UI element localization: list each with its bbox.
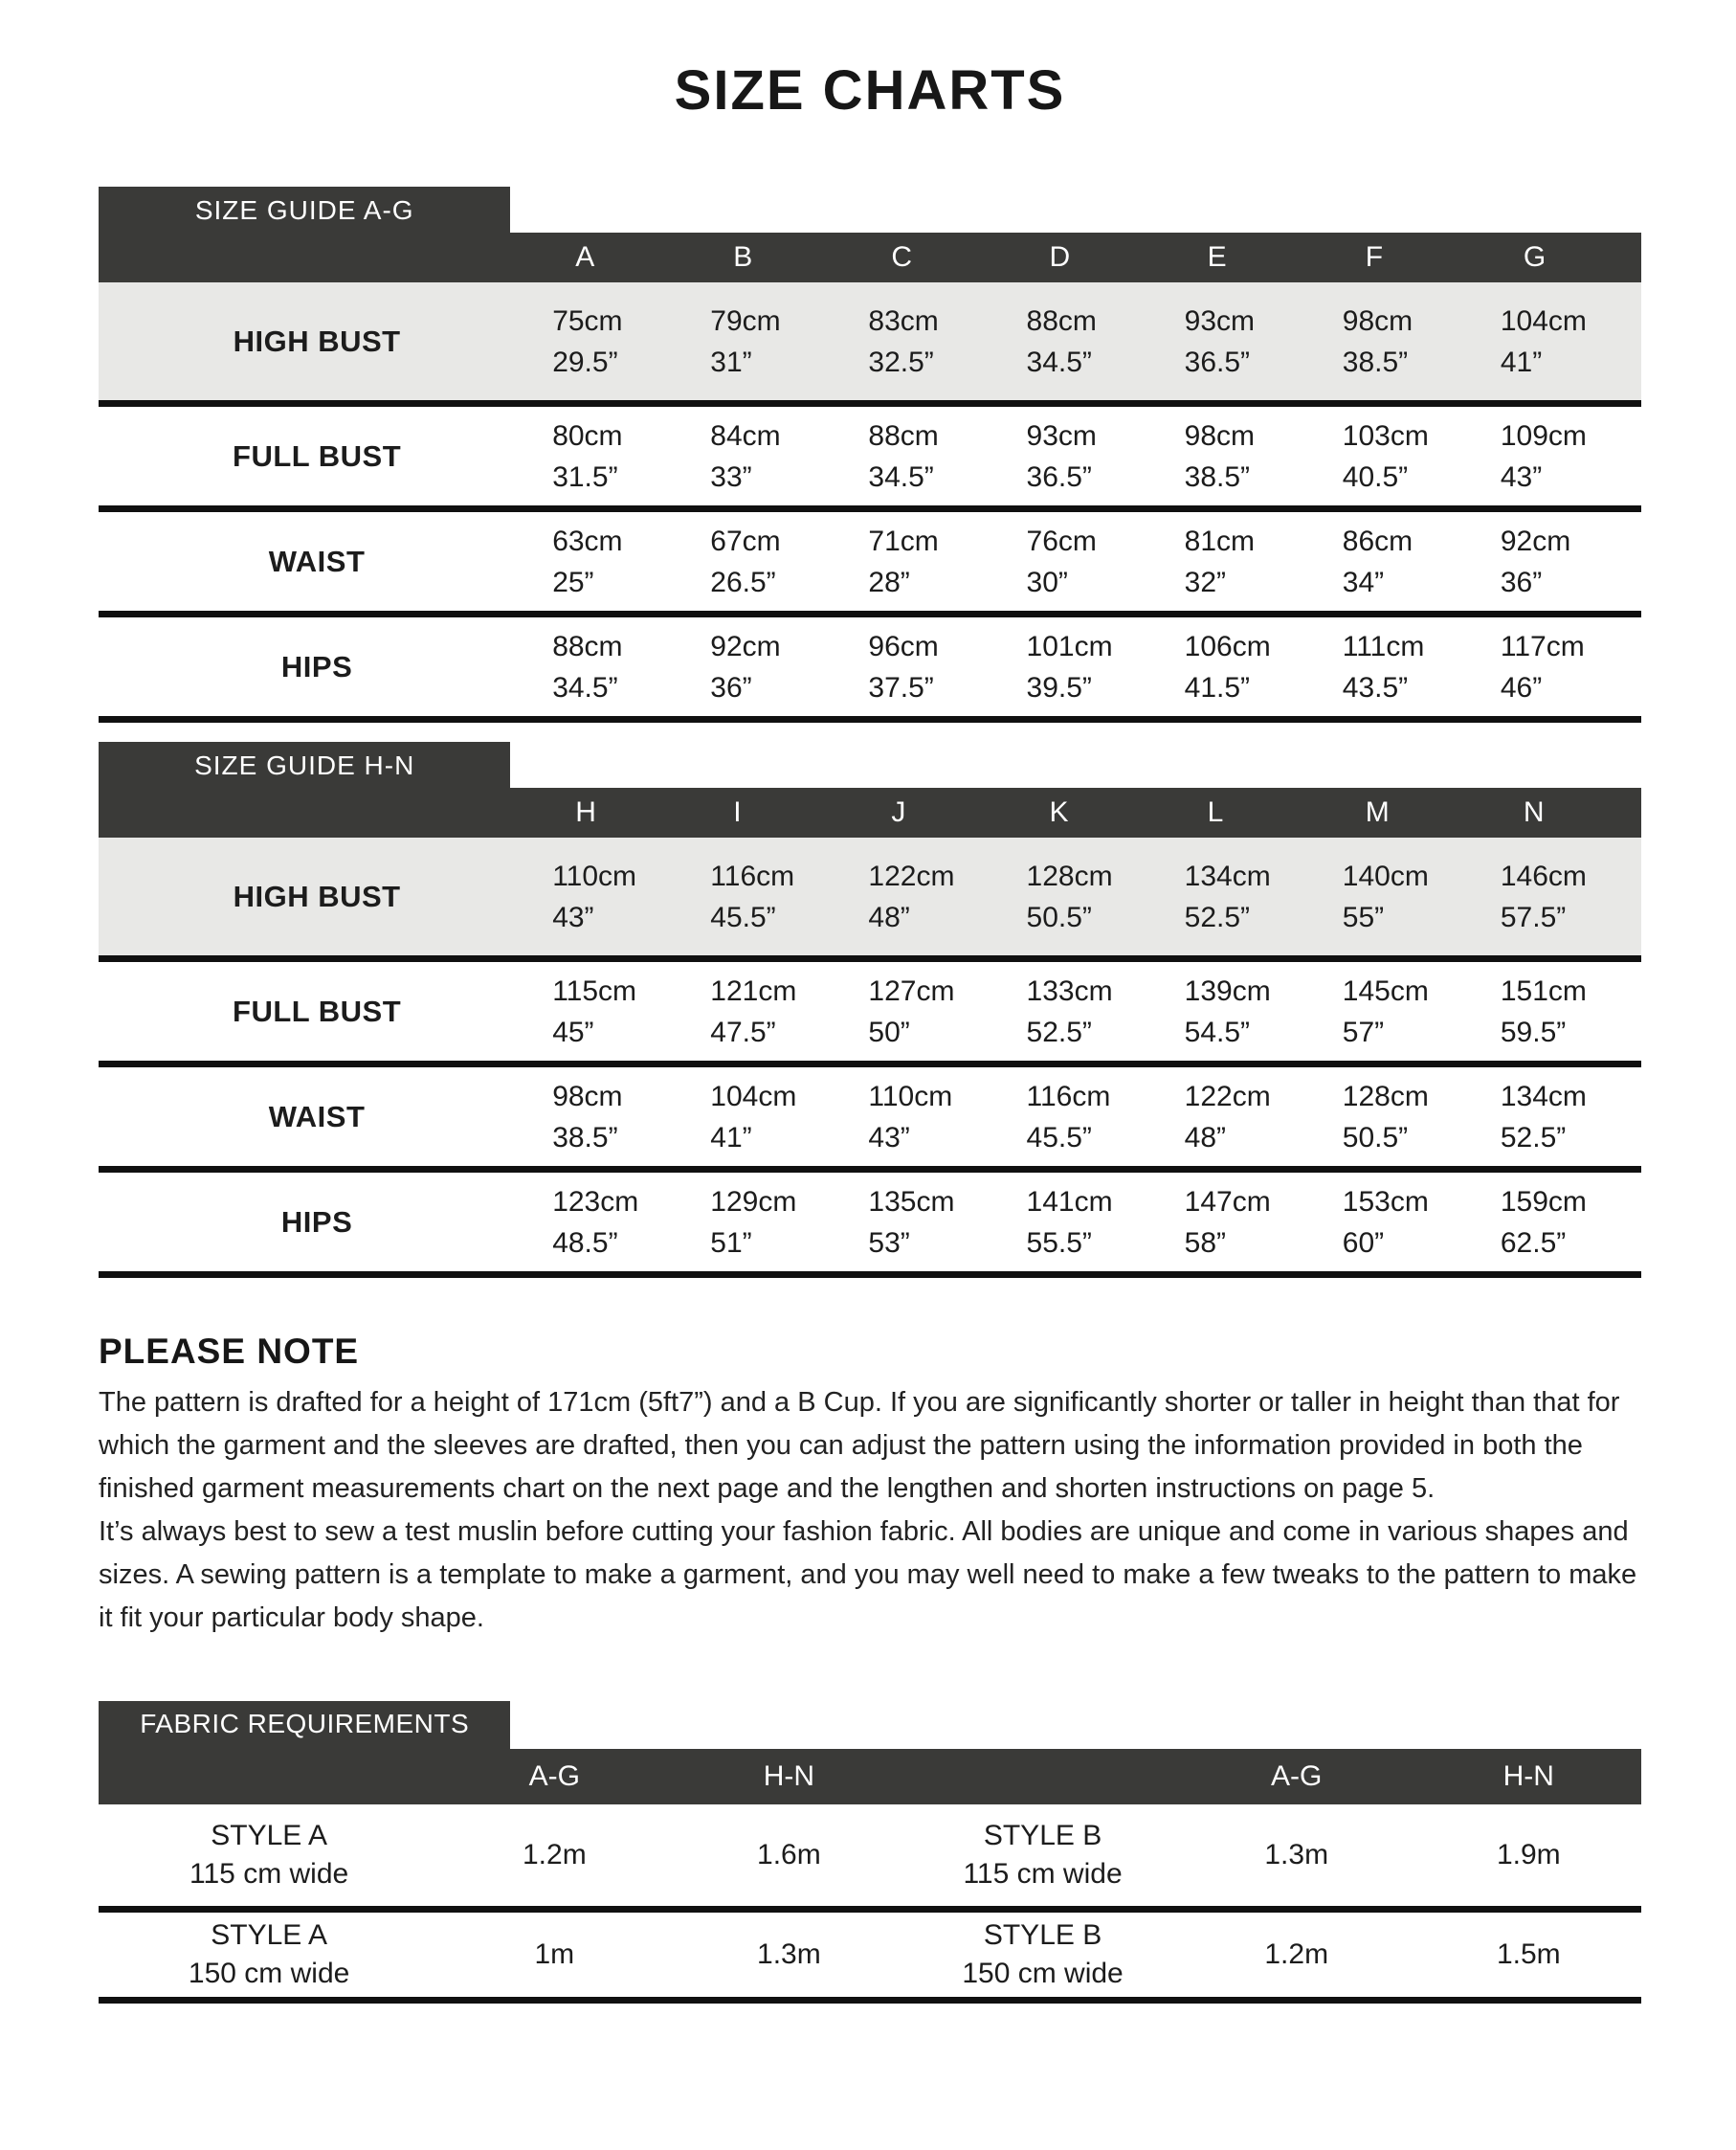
measurement-cell [851, 415, 1009, 498]
measurement-cm: 139cm [1184, 974, 1271, 1007]
measurement-cell [1325, 626, 1483, 708]
measurement-in: 28” [868, 566, 910, 598]
row-label: HIPS [280, 649, 353, 683]
measurement-cm: 134cm [1500, 1080, 1587, 1112]
measurement-cm: 127cm [868, 974, 955, 1007]
measurement-cell [1325, 521, 1483, 603]
measurement-cm: 98cm [1342, 304, 1413, 337]
column-header-k: K [1049, 796, 1069, 828]
size-guide-h-n-tab-label: SIZE GUIDE H-N [194, 750, 415, 780]
measurement-cm: 93cm [1184, 304, 1255, 337]
measurement-cell [1010, 1076, 1168, 1158]
measurement-in: 52.5” [1500, 1121, 1567, 1153]
fabric-value: 1.3m [1264, 1839, 1329, 1870]
measurement-cell [1483, 626, 1641, 708]
measurement-cell [535, 1181, 693, 1264]
measurement-cell [851, 626, 1009, 708]
measurement-cell [1168, 301, 1325, 383]
measurement-cm: 159cm [1500, 1185, 1587, 1218]
measurement-in: 43” [868, 1121, 910, 1153]
measurement-cell [693, 415, 851, 498]
measurement-cell [1483, 301, 1641, 383]
column-header-g: G [1523, 241, 1547, 273]
column-header-f: F [1365, 241, 1384, 273]
measurement-in: 34.5” [868, 460, 934, 493]
measurement-cell [535, 521, 693, 603]
measurement-cm: 134cm [1184, 860, 1271, 892]
style-name: STYLE A [211, 1919, 327, 1951]
fabric-value: 1.3m [757, 1938, 821, 1970]
measurement-cm: 145cm [1342, 974, 1429, 1007]
measurement-cell [1325, 301, 1483, 383]
measurement-in: 26.5” [710, 566, 776, 598]
style-name: STYLE B [983, 1820, 1102, 1851]
measurement-in: 34.5” [1026, 346, 1092, 378]
measurement-cm: 67cm [710, 525, 781, 557]
measurement-in: 31” [710, 346, 752, 378]
row-label: HIGH BUST [233, 324, 401, 358]
table-row-waist [99, 1067, 1641, 1173]
table-row-full-bust [99, 407, 1641, 512]
column-header-c: C [891, 241, 913, 273]
measurement-cm: 98cm [552, 1080, 623, 1112]
column-header-a: A [575, 241, 595, 273]
table-row-full-bust [99, 962, 1641, 1067]
measurement-in: 57” [1342, 1016, 1385, 1048]
measurement-cm: 121cm [710, 974, 797, 1007]
note-paragraph: It’s always best to sew a test muslin before cutting your fashion fabric. All bodies are unique and come in various shapes and sizes. A sewing pattern is a template to make a garment, and you may well need to make a few tweaks to the pattern to make it fit your particular body shape. [99, 1516, 1637, 1633]
measurement-cell [1325, 1076, 1483, 1158]
measurement-in: 40.5” [1342, 460, 1409, 493]
table-row-hips [99, 617, 1641, 723]
measurement-in: 54.5” [1184, 1016, 1251, 1048]
column-header-i: I [733, 796, 742, 828]
measurement-in: 31.5” [552, 460, 618, 493]
measurement-cell [1168, 856, 1325, 938]
fabric-value: 1.5m [1496, 1938, 1561, 1970]
measurement-in: 55.5” [1026, 1226, 1092, 1259]
fabric-width: 115 cm wide [189, 1858, 349, 1890]
row-label: WAIST [268, 1099, 366, 1133]
measurement-in: 38.5” [1342, 346, 1409, 378]
measurement-in: 59.5” [1500, 1016, 1567, 1048]
measurement-cm: 101cm [1026, 630, 1113, 662]
measurement-cell [1010, 521, 1168, 603]
style-name: STYLE A [211, 1820, 327, 1851]
measurement-cm: 129cm [710, 1185, 797, 1218]
measurement-cell [1168, 971, 1325, 1053]
measurement-in: 45” [552, 1016, 594, 1048]
measurement-in: 60” [1342, 1226, 1385, 1259]
fabric-value: 1.2m [522, 1839, 587, 1870]
measurement-cell [1168, 626, 1325, 708]
size-guide-a-g-table [99, 187, 1641, 723]
measurement-cell [851, 856, 1009, 938]
measurement-cell [1168, 1076, 1325, 1158]
measurement-cell [1325, 971, 1483, 1053]
style-name: STYLE B [983, 1919, 1102, 1951]
measurement-in: 36.5” [1026, 460, 1092, 493]
fabric-style-label [99, 1916, 439, 1993]
row-label: FULL BUST [233, 994, 402, 1028]
fabric-requirements-tab-label: FABRIC REQUIREMENTS [140, 1709, 470, 1738]
column-header-row [99, 788, 1641, 838]
column-header-row [99, 233, 1641, 282]
measurement-cm: 110cm [868, 1080, 953, 1112]
table-row-waist [99, 512, 1641, 617]
measurement-cm: 135cm [868, 1185, 955, 1218]
measurement-in: 55” [1342, 901, 1385, 933]
measurement-cm: 80cm [552, 419, 623, 452]
measurement-cell [535, 856, 693, 938]
measurement-in: 36” [1500, 566, 1543, 598]
column-header-e: E [1207, 241, 1227, 273]
column-header-b: B [733, 241, 753, 273]
measurement-cm: 141cm [1026, 1185, 1113, 1218]
measurement-in: 53” [868, 1226, 910, 1259]
measurement-in: 30” [1026, 566, 1068, 598]
measurement-in: 34” [1342, 566, 1385, 598]
fabric-col-header-ag-right: A-G [1271, 1760, 1323, 1792]
measurement-cell [535, 301, 693, 383]
measurement-cell [1325, 856, 1483, 938]
measurement-in: 45.5” [710, 901, 776, 933]
measurement-cell [693, 1181, 851, 1264]
measurement-cell [693, 301, 851, 383]
column-header-m: M [1365, 796, 1390, 828]
measurement-cell [693, 626, 851, 708]
page-content [99, 57, 1641, 2004]
measurement-cell [535, 971, 693, 1053]
measurement-cm: 115cm [552, 974, 637, 1007]
measurement-cell [851, 521, 1009, 603]
measurement-in: 33” [710, 460, 752, 493]
measurement-in: 62.5” [1500, 1226, 1567, 1259]
measurement-in: 36” [710, 671, 752, 704]
row-label: HIPS [280, 1204, 353, 1239]
measurement-in: 36.5” [1184, 346, 1251, 378]
fabric-style-label [99, 1817, 439, 1893]
measurement-cell [693, 521, 851, 603]
fabric-width: 115 cm wide [963, 1858, 1123, 1890]
measurement-cm: 79cm [710, 304, 781, 337]
measurement-in: 32.5” [868, 346, 934, 378]
measurement-cm: 111cm [1342, 630, 1425, 662]
measurement-in: 52.5” [1026, 1016, 1092, 1048]
measurement-in: 29.5” [552, 346, 618, 378]
fabric-value: 1m [534, 1938, 575, 1970]
fabric-value: 1.9m [1496, 1839, 1561, 1870]
measurement-cm: 93cm [1026, 419, 1097, 452]
column-header-h: H [575, 796, 596, 828]
measurement-in: 41” [1500, 346, 1543, 378]
measurement-cm: 109cm [1500, 419, 1587, 452]
row-label: WAIST [268, 544, 366, 578]
measurement-cm: 88cm [552, 630, 623, 662]
row-label: FULL BUST [233, 438, 402, 473]
column-header-n: N [1523, 796, 1545, 828]
measurement-cm: 106cm [1184, 630, 1271, 662]
measurement-cell [851, 301, 1009, 383]
column-header-l: L [1207, 796, 1224, 828]
measurement-in: 47.5” [710, 1016, 776, 1048]
measurement-cm: 147cm [1184, 1185, 1271, 1218]
measurement-cm: 92cm [1500, 525, 1571, 557]
note-paragraph: The pattern is drafted for a height of 171cm (5ft7”) and a B Cup. If you are significantly shorter or taller in height than that for which the garment and the sleeves are drafted, then you can adjust the pattern using the information provided in both the finished garment measurements chart on the next page and the lengthen and shorten instructions on page 5. [99, 1387, 1620, 1504]
measurement-cm: 103cm [1342, 419, 1429, 452]
fabric-col-header-hn-right: H-N [1502, 1760, 1554, 1792]
measurement-in: 41” [710, 1121, 752, 1153]
row-label: HIGH BUST [233, 879, 401, 913]
fabric-width: 150 cm wide [188, 1958, 350, 1989]
measurement-cm: 151cm [1500, 974, 1587, 1007]
table-row-high-bust [99, 282, 1641, 407]
fabric-requirements-header [99, 1701, 1641, 1804]
size-guide-h-n-header [99, 742, 1641, 838]
measurement-cm: 96cm [868, 630, 939, 662]
measurement-in: 48” [868, 901, 910, 933]
measurement-cell [851, 1076, 1009, 1158]
measurement-cell [535, 415, 693, 498]
measurement-cm: 128cm [1026, 860, 1113, 892]
measurement-in: 45.5” [1026, 1121, 1092, 1153]
note-heading: PLEASE NOTE [99, 1332, 360, 1371]
measurement-in: 38.5” [552, 1121, 618, 1153]
measurement-cell [1483, 1181, 1641, 1264]
table-row-hips [99, 1173, 1641, 1278]
measurement-cell [1483, 971, 1641, 1053]
column-header-d: D [1049, 241, 1071, 273]
measurement-cm: 76cm [1026, 525, 1097, 557]
measurement-in: 34.5” [552, 671, 618, 704]
measurement-in: 48.5” [552, 1226, 618, 1259]
table-row-high-bust [99, 838, 1641, 962]
fabric-col-header-hn-left: H-N [763, 1760, 815, 1792]
measurement-cell [1483, 856, 1641, 938]
measurement-in: 32” [1184, 566, 1226, 598]
measurement-cell [1483, 1076, 1641, 1158]
measurement-in: 52.5” [1184, 901, 1251, 933]
measurement-cm: 84cm [710, 419, 781, 452]
fabric-style-label [908, 1916, 1176, 1993]
measurement-cm: 86cm [1342, 525, 1413, 557]
fabric-row-115 [99, 1804, 1641, 1913]
measurement-cm: 110cm [552, 860, 637, 892]
measurement-in: 43.5” [1342, 671, 1409, 704]
measurement-cm: 122cm [1184, 1080, 1271, 1112]
measurement-cell [851, 1181, 1009, 1264]
fabric-value: 1.2m [1264, 1938, 1329, 1970]
fabric-requirements-table [99, 1701, 1641, 2004]
measurement-cm: 153cm [1342, 1185, 1429, 1218]
measurement-cell [693, 856, 851, 938]
measurement-cm: 92cm [710, 630, 781, 662]
measurement-cm: 83cm [868, 304, 939, 337]
fabric-width: 150 cm wide [962, 1958, 1124, 1989]
measurement-cell [535, 626, 693, 708]
measurement-cm: 117cm [1500, 630, 1585, 662]
measurement-cm: 98cm [1184, 419, 1255, 452]
measurement-in: 50” [868, 1016, 910, 1048]
measurement-cell [1010, 971, 1168, 1053]
measurement-cm: 122cm [868, 860, 955, 892]
measurement-cm: 75cm [552, 304, 623, 337]
page-title: SIZE CHARTS [674, 59, 1066, 122]
measurement-cell [1010, 1181, 1168, 1264]
measurement-cell [1010, 856, 1168, 938]
measurement-in: 46” [1500, 671, 1543, 704]
measurement-cm: 116cm [1026, 1080, 1111, 1112]
measurement-in: 48” [1184, 1121, 1226, 1153]
size-guide-h-n-table [99, 742, 1641, 1278]
measurement-cm: 128cm [1342, 1080, 1429, 1112]
column-header-j: J [891, 796, 906, 828]
measurement-cm: 123cm [552, 1185, 639, 1218]
measurement-cell [1483, 521, 1641, 603]
measurement-cell [1325, 415, 1483, 498]
measurement-in: 50.5” [1342, 1121, 1409, 1153]
measurement-cm: 88cm [1026, 304, 1097, 337]
measurement-cell [1010, 626, 1168, 708]
measurement-in: 57.5” [1500, 901, 1567, 933]
measurement-cm: 133cm [1026, 974, 1113, 1007]
measurement-cell [693, 1076, 851, 1158]
measurement-in: 39.5” [1026, 671, 1092, 704]
measurement-cell [1010, 301, 1168, 383]
measurement-in: 58” [1184, 1226, 1226, 1259]
measurement-cm: 81cm [1184, 525, 1255, 557]
measurement-in: 25” [552, 566, 594, 598]
measurement-in: 37.5” [868, 671, 934, 704]
size-guide-a-g-tab-label: SIZE GUIDE A-G [194, 195, 414, 225]
size-guide-a-g-header [99, 187, 1641, 282]
fabric-col-header-ag-left: A-G [528, 1760, 581, 1792]
measurement-in: 41.5” [1184, 671, 1251, 704]
please-note-section [99, 1332, 1641, 1640]
measurement-cm: 88cm [868, 419, 939, 452]
measurement-cell [851, 971, 1009, 1053]
measurement-cm: 140cm [1342, 860, 1429, 892]
measurement-cell [1010, 415, 1168, 498]
fabric-row-150 [99, 1913, 1641, 2004]
measurement-in: 38.5” [1184, 460, 1251, 493]
measurement-cm: 146cm [1500, 860, 1587, 892]
measurement-in: 50.5” [1026, 901, 1092, 933]
measurement-cell [693, 971, 851, 1053]
measurement-cell [1483, 415, 1641, 498]
measurement-cm: 104cm [710, 1080, 797, 1112]
measurement-cell [1325, 1181, 1483, 1264]
measurement-in: 43” [1500, 460, 1543, 493]
measurement-cell [1168, 1181, 1325, 1264]
measurement-in: 51” [710, 1226, 752, 1259]
measurement-cm: 104cm [1500, 304, 1587, 337]
measurement-cell [535, 1076, 693, 1158]
measurement-cm: 63cm [552, 525, 623, 557]
measurement-cell [1168, 521, 1325, 603]
measurement-in: 43” [552, 901, 594, 933]
measurement-cell [1168, 415, 1325, 498]
measurement-cm: 116cm [710, 860, 795, 892]
fabric-value: 1.6m [757, 1839, 821, 1870]
fabric-column-header-row [99, 1749, 1641, 1804]
fabric-style-label [908, 1817, 1176, 1893]
measurement-cm: 71cm [868, 525, 939, 557]
